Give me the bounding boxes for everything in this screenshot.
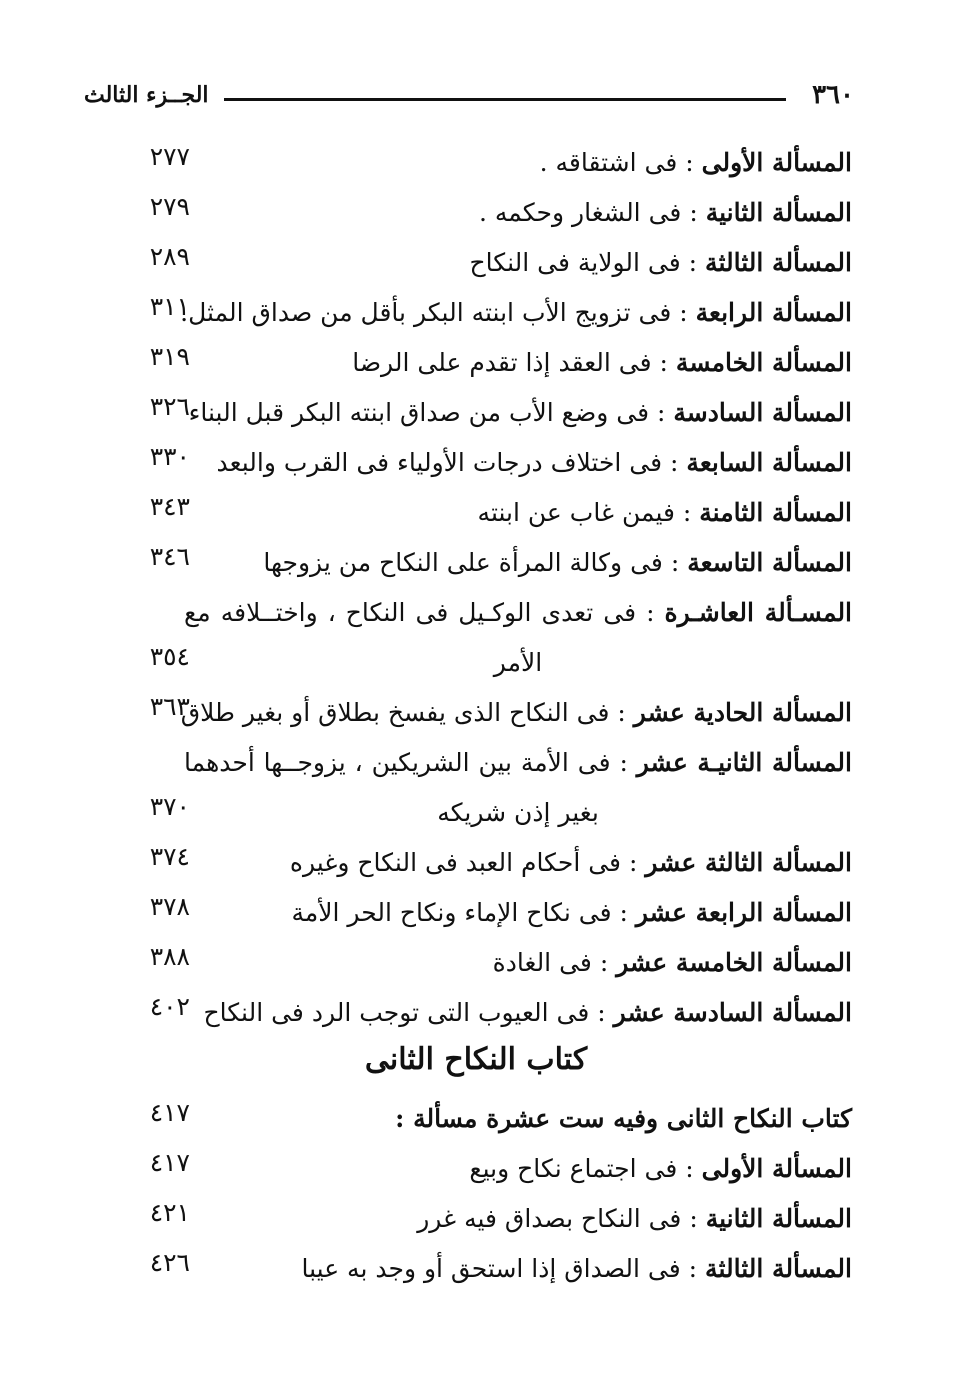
toc-entry [100, 982, 852, 1032]
toc-entry-title: فى وضع الأب من صداق ابنته البكر قبل البناء [188, 398, 650, 427]
toc-entry-separator: : [636, 598, 665, 627]
toc-entry-title: فى أحكام العبد فى النكاح وغيره [289, 848, 621, 877]
toc-page-number: ٣٣٠ [149, 442, 190, 471]
header-rule [224, 98, 786, 101]
toc-entry [100, 582, 852, 682]
toc-entry-text [184, 1094, 852, 1144]
toc-page-number: ٤٢٦ [149, 1248, 190, 1277]
toc-entry [100, 182, 852, 232]
toc-entry-separator: : [589, 998, 614, 1027]
toc-entry-separator: : [591, 948, 617, 977]
toc-entry-label: المسألة التاسعة [687, 548, 852, 577]
toc-entry [100, 482, 852, 532]
toc-page-number: ٢٧٩ [149, 192, 190, 221]
toc-entry-label: المسألة الأولى [701, 148, 852, 177]
toc-entry-label: المسألة السادسة عشر [613, 998, 852, 1027]
toc-entry-text [184, 838, 852, 888]
part-title: الجــزء الثالث [84, 82, 209, 108]
toc-page-number: ٣٧٨ [149, 892, 190, 921]
toc-entry-label: المسألة الخامسة [675, 348, 852, 377]
toc-entry-text [184, 488, 852, 538]
toc-page-number: ٤٠٢ [149, 992, 190, 1021]
toc-entry-label: المسألة الحادية عشر [633, 698, 852, 727]
toc-page-number: ٣١١ [149, 292, 190, 321]
toc-entry-text [184, 1144, 852, 1194]
toc-entry-text [184, 138, 852, 188]
toc-entry [100, 432, 852, 482]
toc-entry-separator: : [649, 398, 674, 427]
toc-entry [100, 682, 852, 732]
toc-entry-text [184, 1194, 852, 1244]
toc-entry-text [184, 988, 852, 1038]
toc-entry-label: المسألة الثانية [705, 198, 852, 227]
toc-entry-text [184, 238, 852, 288]
toc-entry-text [184, 938, 852, 988]
toc-entry-label: المسألة الثالثة عشر [645, 848, 852, 877]
toc-entry-separator: : [680, 1254, 706, 1283]
toc-entry-separator: : [610, 748, 637, 777]
toc-entry-separator: : [677, 1154, 702, 1183]
toc-entry-separator: : [611, 898, 636, 927]
toc-entry [100, 932, 852, 982]
toc-entry [100, 732, 852, 832]
toc-page-number: ٤١٧ [149, 1148, 190, 1177]
toc-entry-title: فى اجتماع نكاح وبيع [469, 1154, 678, 1183]
toc-entry-label: المسألة الخامسة عشر [616, 948, 852, 977]
toc-page-number: ٣٤٦ [149, 542, 190, 571]
toc-entry [100, 882, 852, 932]
toc-entry [100, 232, 852, 282]
toc-entry [100, 1188, 852, 1238]
toc-entry-label: المسألة الثانية [705, 1204, 852, 1233]
toc-entry-title: فى النكاح الذى يفسخ بطلاق أو بغير طلاق [180, 698, 610, 727]
toc-entry-separator: : [674, 498, 700, 527]
toc-entry-title: فى اشتقاقه . [539, 148, 678, 177]
toc-entry-label: المسألة الأولى [701, 1154, 852, 1183]
toc-entry [100, 132, 852, 182]
toc-entry-label: المسألة الثامنة [699, 498, 852, 527]
section-title: كتاب النكاح الثانى [364, 1042, 588, 1077]
toc-entry-title: فى الصداق إذا استحق أو وجد به عيبا [301, 1254, 681, 1283]
toc-entry-title: فى العقد إذا تقدم على الرضا [352, 348, 652, 377]
toc-page-number: ٢٧٧ [149, 142, 190, 171]
toc-entry-separator: : [662, 548, 688, 577]
toc-group-1 [100, 132, 852, 1032]
toc-entry-title: فى اختلاف درجات الأولياء فى القرب والبعد [216, 448, 663, 477]
toc-entry [100, 382, 852, 432]
toc-entry [100, 832, 852, 882]
toc-entry-separator: : [681, 198, 706, 227]
toc-entry-text [180, 688, 852, 738]
toc-entry-text [184, 588, 852, 688]
toc-entry-label: المسألة الرابعة عشر [635, 898, 852, 927]
page-header [84, 78, 854, 118]
toc-entry-title: فى العيوب التى توجب الرد فى النكاح [203, 998, 590, 1027]
toc-entry [100, 1238, 852, 1288]
toc-entry-title: فى الأمة بين الشريكين ، يزوجــها أحدهما بغير إذن شريكه [184, 748, 611, 827]
toc-entry-separator: : [671, 298, 696, 327]
toc-entry [100, 532, 852, 582]
toc-page-number: ٣٧٠ [149, 792, 190, 821]
toc-entry-label: المسألة الثالثة [705, 1254, 852, 1283]
toc-entry-separator: : [609, 698, 634, 727]
toc-group-2 [100, 1088, 852, 1288]
toc-entry-title: فى تعدى الوكـيل فى النكاح ، واختــلافه مع الأمر [184, 598, 637, 677]
toc-entry-label: المسألة الثانيـة عشر [636, 748, 852, 777]
toc-page-number: ٤٢١ [149, 1198, 190, 1227]
toc-entry-label: كتاب النكاح الثانى وفيه ست عشرة مسألة : [395, 1104, 852, 1133]
toc-entry-label: المسألة الرابعة [695, 298, 852, 327]
toc-page-number: ٣٢٦ [149, 392, 190, 421]
toc-page-number: ٣٨٨ [149, 942, 190, 971]
toc-entry-title: فيمن غاب عن ابنته [477, 498, 675, 527]
toc-entry-title: فى النكاح بصداق فيه غرر [417, 1204, 682, 1233]
toc-entry-title: فى الشغار وحكمه . [478, 198, 682, 227]
toc-entry-text [184, 1244, 852, 1294]
toc-entry-title: فى وكالة المرأة على النكاح من يزوجها [263, 548, 663, 577]
toc-entry-title: فى تزويج الأب ابنته البكر بأقل من صداق المثل. [180, 298, 672, 327]
toc-page-number: ٣٦٣ [149, 692, 190, 721]
toc-entry-text [184, 538, 852, 588]
toc-entry-title: فى نكاح الإماء ونكاح الحر الأمة [291, 898, 612, 927]
toc-entry-text [184, 888, 852, 938]
toc-page-number: ٣٤٣ [149, 492, 190, 521]
toc-entry-text [184, 388, 852, 438]
toc-entry-separator: : [651, 348, 676, 377]
toc-entry-label: المسـألة العاشـرة [664, 598, 853, 627]
toc-entry-label: المسألة السادسة [673, 398, 852, 427]
toc-entry-separator: : [677, 148, 702, 177]
toc-entry-text [184, 188, 852, 238]
toc-entry-title: فى الولاية فى النكاح [469, 248, 681, 277]
toc-entry-text [184, 738, 852, 838]
page-number: ٣٦٠ [812, 80, 854, 110]
toc-entry-separator: : [680, 248, 706, 277]
toc-entry [100, 1138, 852, 1188]
table-of-contents [100, 132, 852, 1288]
toc-page-number: ٣١٩ [149, 342, 190, 371]
toc-entry-text [184, 338, 852, 388]
toc-entry [100, 332, 852, 382]
toc-page-number: ٣٧٤ [149, 842, 190, 871]
toc-page-number: ٢٨٩ [149, 242, 190, 271]
toc-entry [100, 1088, 852, 1138]
toc-entry-separator: : [621, 848, 646, 877]
toc-entry [100, 282, 852, 332]
toc-entry-text [184, 438, 852, 488]
toc-entry-title: فى الغادة [492, 948, 592, 977]
toc-entry-separator: : [681, 1204, 706, 1233]
toc-entry-text [180, 288, 852, 338]
toc-entry-label: المسألة السابعة [686, 448, 852, 477]
toc-page-number: ٣٥٤ [149, 642, 190, 671]
toc-entry-label: المسألة الثالثة [705, 248, 852, 277]
toc-entry-separator: : [662, 448, 687, 477]
toc-page-number: ٤١٧ [149, 1098, 190, 1127]
